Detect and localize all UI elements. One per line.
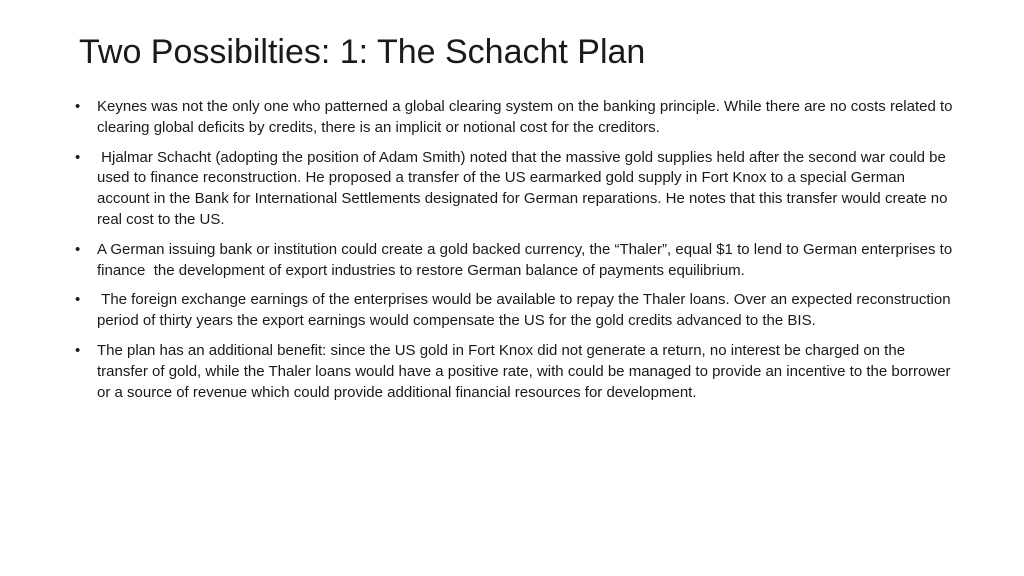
bullet-item-2 [74,148,954,231]
bullet-list [74,97,957,412]
bullet-item-3 [74,240,957,282]
bullet-item-1 [74,97,957,139]
bullet-marker: • [75,240,81,258]
bullet-marker: • [75,148,81,166]
bullet-text: A German issuing bank or institution could create a gold backed currency, the “Thaler”, equal $1 to lend to German enterprises to finance the development of export industries to restore German balance of payments equilibrium. [97,240,957,279]
bullet-item-4 [74,290,954,332]
bullet-item-5 [74,341,954,403]
bullet-marker: • [75,291,81,309]
bullet-marker: • [75,98,81,115]
bullet-text: Keynes was not the only one who patterned a global clearing system on the banking principle. While there are no costs related to clearing global deficits by credits, there is an implicit or notional cost for the creditors. [97,98,957,136]
bullet-text: Hjalmar Schacht (adopting the position of Adam Smith) noted that the massive gold supplies held after the second war could be used to finance reconstruction. He proposed a transfer of the US earmarked gold supply in Fort Knox to a special German account in the Bank for International Settlements designated for German reparations. He notes that this transfer would create no real cost to the US. [97,148,952,228]
bullet-marker: • [75,341,81,359]
bullet-text: The foreign exchange earnings of the enterprises would be available to repay the Thaler loans. Over an expected reconstruction period of thirty years the export earnings would compensate the US for the gold credits advanced to the BIS. [97,291,955,330]
bullet-text: The plan has an additional benefit: since the US gold in Fort Knox did not generate a return, no interest be charged on the transfer of gold, while the Thaler loans would have a positive rate, with could be managed to provide an incentive to the borrower or a source of revenue which could provide additional financial resources for development. [97,341,955,401]
slide-title: Two Possibilties: 1: The Schacht Plan [79,33,646,71]
